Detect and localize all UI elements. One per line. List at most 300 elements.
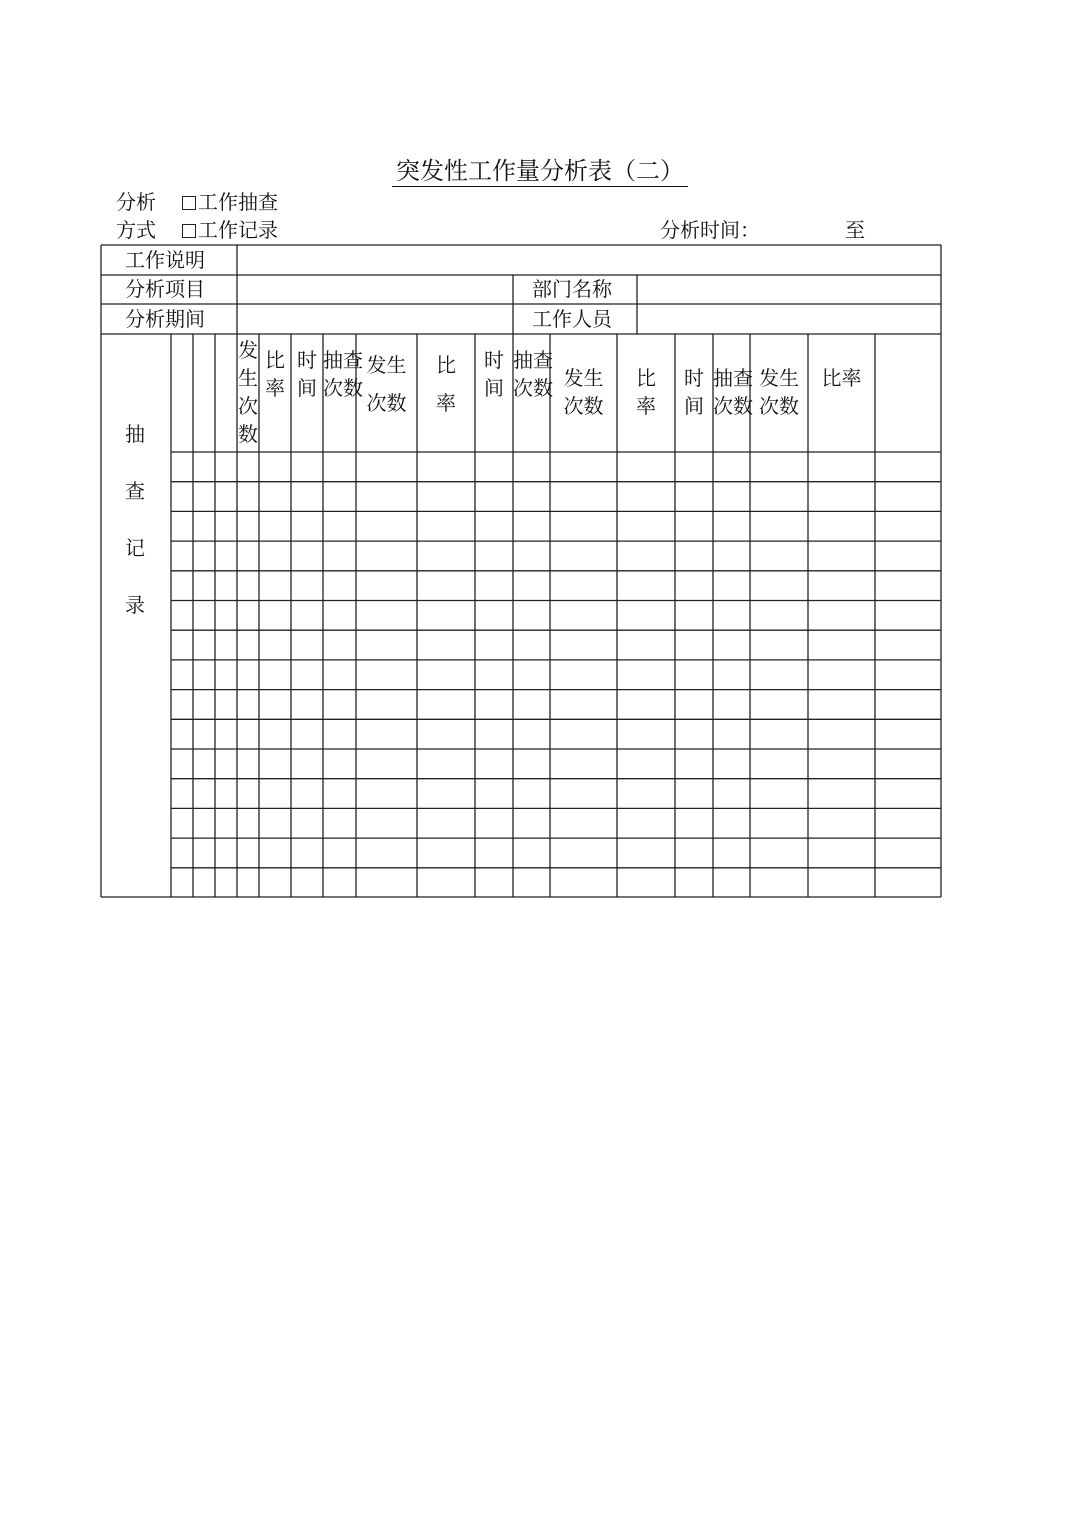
record-cell[interactable] [260,720,290,748]
record-cell[interactable] [714,661,749,689]
record-cell[interactable] [172,750,192,778]
analysis-item-value[interactable] [238,276,512,303]
column-header: 发生 次数 [759,366,799,418]
record-cell[interactable] [476,602,512,630]
record-cell[interactable] [714,750,749,778]
record-cell[interactable] [324,750,355,778]
record-cell[interactable] [476,542,512,570]
record-cell[interactable] [676,750,712,778]
record-cell[interactable] [292,780,322,808]
record-cell[interactable] [260,839,290,867]
record-cell[interactable] [324,631,355,659]
record-cell[interactable] [324,542,355,570]
record-cell[interactable] [751,572,807,600]
record-cell[interactable] [618,750,674,778]
record-cell[interactable] [418,572,474,600]
record-cell[interactable] [418,839,474,867]
record-cell[interactable] [194,869,214,896]
column-header: 比 率 [636,366,656,418]
record-cell[interactable] [751,483,807,511]
record-cell[interactable] [618,780,674,808]
title-text: 突发性工作量分析表（二） [392,157,688,187]
record-cell[interactable] [714,483,749,511]
record-cell[interactable] [876,780,940,808]
record-cell[interactable] [676,512,712,540]
record-cell[interactable] [292,691,322,719]
record-cell[interactable] [476,631,512,659]
record-cell[interactable] [714,720,749,748]
record-cell[interactable] [216,661,236,689]
record-cell[interactable] [809,691,874,719]
record-cell[interactable] [809,809,874,837]
record-cell[interactable] [292,750,322,778]
record-cell[interactable] [876,572,940,600]
record-cell[interactable] [876,631,940,659]
record-cell[interactable] [809,602,874,630]
record-cell[interactable] [676,483,712,511]
record-cell[interactable] [676,631,712,659]
record-cell[interactable] [876,483,940,511]
record-cell[interactable] [618,720,674,748]
record-cell[interactable] [676,453,712,481]
work-desc-value[interactable] [238,246,940,274]
record-cell[interactable] [876,512,940,540]
record-cell[interactable] [676,839,712,867]
record-cell[interactable] [618,809,674,837]
record-cell[interactable] [357,572,416,600]
label-dept-name: 部门名称 [532,277,612,301]
record-cell[interactable] [476,691,512,719]
record-cell[interactable] [172,809,192,837]
record-char-3: 记 [125,536,145,560]
record-cell[interactable] [418,780,474,808]
record-cell[interactable] [238,691,258,719]
record-cell[interactable] [324,602,355,630]
record-cell[interactable] [357,453,416,481]
record-cell[interactable] [324,453,355,481]
record-cell[interactable] [618,839,674,867]
label-analysis-item: 分析项目 [125,277,205,301]
record-cell[interactable] [809,483,874,511]
record-cell[interactable] [514,839,549,867]
record-cell[interactable] [238,780,258,808]
record-cell[interactable] [476,661,512,689]
record-cell[interactable] [714,631,749,659]
record-cell[interactable] [216,839,236,867]
record-cell[interactable] [194,691,214,719]
record-cell[interactable] [676,780,712,808]
record-cell[interactable] [514,809,549,837]
record-cell[interactable] [514,572,549,600]
option-work-check-label: 工作抽查 [198,190,278,214]
record-cell[interactable] [551,691,616,719]
record-cell[interactable] [418,483,474,511]
record-cell[interactable] [551,809,616,837]
record-cell[interactable] [876,869,940,896]
record-cell[interactable] [292,720,322,748]
record-cell[interactable] [714,809,749,837]
record-cell[interactable] [551,720,616,748]
record-cell[interactable] [551,780,616,808]
record-cell[interactable] [714,691,749,719]
record-cell[interactable] [809,780,874,808]
record-cell[interactable] [292,602,322,630]
record-cell[interactable] [292,512,322,540]
record-cell[interactable] [260,512,290,540]
record-cell[interactable] [618,869,674,896]
record-cell[interactable] [714,869,749,896]
record-cell[interactable] [809,572,874,600]
record-cell[interactable] [751,631,807,659]
record-cell[interactable] [172,483,192,511]
record-cell[interactable] [216,691,236,719]
record-cell[interactable] [260,631,290,659]
record-cell[interactable] [418,453,474,481]
record-cell[interactable] [751,780,807,808]
record-cell[interactable] [194,453,214,481]
record-cell[interactable] [172,631,192,659]
record-cell[interactable] [676,602,712,630]
analysis-time-to: 至 [845,218,865,242]
record-cell[interactable] [357,631,416,659]
record-cell[interactable] [809,720,874,748]
record-cell[interactable] [751,720,807,748]
record-cell[interactable] [172,691,192,719]
label-staff: 工作人员 [532,307,612,331]
record-cell[interactable] [194,750,214,778]
record-cell[interactable] [357,661,416,689]
record-cell[interactable] [324,869,355,896]
record-cell[interactable] [418,661,474,689]
record-cell[interactable] [260,809,290,837]
column-header: 时 间 [297,348,317,400]
record-cell[interactable] [876,542,940,570]
record-cell[interactable] [676,691,712,719]
record-cell[interactable] [292,869,322,896]
record-cell[interactable] [238,572,258,600]
record-cell[interactable] [172,661,192,689]
record-cell[interactable] [714,602,749,630]
record-cell[interactable] [809,542,874,570]
record-cell[interactable] [514,750,549,778]
record-cell[interactable] [418,602,474,630]
record-cell[interactable] [324,780,355,808]
record-cell[interactable] [292,453,322,481]
record-cell[interactable] [751,542,807,570]
record-cell[interactable] [194,512,214,540]
column-header: 发 生 次 数 [238,338,258,446]
record-cell[interactable] [172,602,192,630]
analysis-time-label: 分析时间： [660,218,760,242]
record-cell[interactable] [809,453,874,481]
record-cell[interactable] [714,453,749,481]
record-cell[interactable] [514,483,549,511]
record-cell[interactable] [194,720,214,748]
record-cell[interactable] [216,809,236,837]
record-cell[interactable] [260,602,290,630]
column-header: 时 间 [684,366,704,418]
record-cell[interactable] [751,602,807,630]
record-cell[interactable] [751,809,807,837]
record-cell[interactable] [292,661,322,689]
record-cell[interactable] [194,542,214,570]
record-cell[interactable] [714,542,749,570]
record-cell[interactable] [194,572,214,600]
column-header: 比 率 [265,348,285,400]
record-cell[interactable] [357,512,416,540]
record-cell[interactable] [324,572,355,600]
record-cell[interactable] [216,869,236,896]
record-cell[interactable] [357,542,416,570]
record-cell[interactable] [418,631,474,659]
record-cell[interactable] [357,809,416,837]
record-cell[interactable] [876,691,940,719]
record-cell[interactable] [876,809,940,837]
record-cell[interactable] [216,602,236,630]
record-cell[interactable] [514,512,549,540]
column-header: 抽查 次数 [513,348,553,400]
record-cell[interactable] [476,720,512,748]
record-cell[interactable] [676,542,712,570]
record-cell[interactable] [324,839,355,867]
record-cell[interactable] [260,691,290,719]
record-cell[interactable] [514,869,549,896]
record-cell[interactable] [476,839,512,867]
record-cell[interactable] [238,602,258,630]
record-cell[interactable] [476,869,512,896]
option-work-record-label: 工作记录 [198,218,278,242]
record-cell[interactable] [172,780,192,808]
record-cell[interactable] [324,483,355,511]
record-cell[interactable] [260,780,290,808]
record-cell[interactable] [551,572,616,600]
record-cell[interactable] [357,483,416,511]
record-cell[interactable] [809,512,874,540]
record-cell[interactable] [809,631,874,659]
record-cell[interactable] [357,691,416,719]
record-cell[interactable] [418,691,474,719]
record-cell[interactable] [292,839,322,867]
column-header: 抽查 次数 [713,366,753,418]
record-cell[interactable] [618,661,674,689]
record-cell[interactable] [357,720,416,748]
record-cell[interactable] [551,542,616,570]
record-cell[interactable] [216,542,236,570]
label-work-desc: 工作说明 [125,248,205,272]
column-header: 比率 [821,366,862,390]
record-cell[interactable] [238,512,258,540]
record-cell[interactable] [876,661,940,689]
record-cell[interactable] [216,572,236,600]
record-cell[interactable] [476,483,512,511]
record-cell[interactable] [551,512,616,540]
record-cell[interactable] [292,542,322,570]
record-cell[interactable] [418,512,474,540]
record-cell[interactable] [714,839,749,867]
record-cell[interactable] [260,750,290,778]
record-cell[interactable] [551,631,616,659]
record-cell[interactable] [514,780,549,808]
record-cell[interactable] [260,453,290,481]
record-cell[interactable] [618,631,674,659]
record-cell[interactable] [676,869,712,896]
record-cell[interactable] [551,750,616,778]
record-cell[interactable] [357,839,416,867]
record-cell[interactable] [324,661,355,689]
record-cell[interactable] [751,453,807,481]
record-cell[interactable] [714,512,749,540]
record-cell[interactable] [618,572,674,600]
record-cell[interactable] [514,691,549,719]
record-cell[interactable] [260,869,290,896]
record-cell[interactable] [172,839,192,867]
record-cell[interactable] [238,542,258,570]
record-cell[interactable] [216,483,236,511]
record-cell[interactable] [551,453,616,481]
record-cell[interactable] [418,542,474,570]
record-cell[interactable] [676,661,712,689]
record-cell[interactable] [618,602,674,630]
record-cell[interactable] [876,839,940,867]
record-cell[interactable] [238,631,258,659]
column-header: 发生 次数 [563,366,604,418]
record-cell[interactable] [618,453,674,481]
record-cell[interactable] [551,661,616,689]
record-cell[interactable] [514,542,549,570]
record-cell[interactable] [714,780,749,808]
record-cell[interactable] [418,809,474,837]
record-cell[interactable] [514,602,549,630]
record-char-4: 录 [125,593,145,617]
record-cell[interactable] [876,602,940,630]
record-cell[interactable] [238,661,258,689]
dept-name-value[interactable] [638,276,940,303]
record-cell[interactable] [216,720,236,748]
staff-value[interactable] [638,305,940,333]
record-cell[interactable] [676,572,712,600]
record-cell[interactable] [194,631,214,659]
record-cell[interactable] [618,483,674,511]
record-cell[interactable] [876,720,940,748]
record-char-1: 抽 [125,422,145,446]
record-cell[interactable] [751,839,807,867]
record-cell[interactable] [476,780,512,808]
record-cell[interactable] [618,512,674,540]
record-cell[interactable] [357,869,416,896]
record-cell[interactable] [194,839,214,867]
record-cell[interactable] [676,809,712,837]
record-cell[interactable] [676,720,712,748]
record-cell[interactable] [514,453,549,481]
record-cell[interactable] [292,809,322,837]
record-cell[interactable] [476,453,512,481]
record-cell[interactable] [238,809,258,837]
record-cell[interactable] [324,512,355,540]
record-cell[interactable] [876,750,940,778]
record-cell[interactable] [292,631,322,659]
record-cell[interactable] [809,750,874,778]
analysis-period-value[interactable] [238,305,512,333]
record-cell[interactable] [514,720,549,748]
record-cell[interactable] [260,572,290,600]
record-cell[interactable] [357,780,416,808]
record-cell[interactable] [292,483,322,511]
record-cell[interactable] [260,661,290,689]
record-cell[interactable] [476,572,512,600]
record-cell[interactable] [618,542,674,570]
record-cell[interactable] [216,453,236,481]
record-cell[interactable] [238,750,258,778]
record-cell[interactable] [194,602,214,630]
record-cell[interactable] [476,750,512,778]
record-cell[interactable] [194,661,214,689]
record-cell[interactable] [418,869,474,896]
record-cell[interactable] [714,572,749,600]
record-cell[interactable] [172,542,192,570]
record-cell[interactable] [172,869,192,896]
record-cell[interactable] [514,631,549,659]
record-cell[interactable] [418,750,474,778]
record-cell[interactable] [194,780,214,808]
column-header: 比 率 [436,353,456,415]
record-cell[interactable] [751,869,807,896]
record-cell[interactable] [238,483,258,511]
record-cell[interactable] [216,780,236,808]
record-cell[interactable] [551,839,616,867]
record-cell[interactable] [809,661,874,689]
record-cell[interactable] [172,453,192,481]
record-cell[interactable] [238,453,258,481]
record-cell[interactable] [216,631,236,659]
record-cell[interactable] [514,661,549,689]
record-cell[interactable] [809,839,874,867]
record-cell[interactable] [172,720,192,748]
record-cell[interactable] [172,572,192,600]
record-cell[interactable] [194,809,214,837]
record-cell[interactable] [357,750,416,778]
record-cell[interactable] [324,691,355,719]
record-cell[interactable] [418,720,474,748]
record-cell[interactable] [551,602,616,630]
record-cell[interactable] [292,572,322,600]
record-char-2: 查 [125,479,145,503]
record-cell[interactable] [260,542,290,570]
record-cell[interactable] [751,750,807,778]
record-cell[interactable] [172,512,192,540]
record-cell[interactable] [260,483,290,511]
record-cell[interactable] [618,691,674,719]
record-cell[interactable] [551,869,616,896]
record-cell[interactable] [324,809,355,837]
record-cell[interactable] [238,720,258,748]
record-cell[interactable] [876,453,940,481]
record-cell[interactable] [216,512,236,540]
record-cell[interactable] [751,661,807,689]
record-cell[interactable] [551,483,616,511]
record-cell[interactable] [238,839,258,867]
column-header: 抽查 次数 [323,348,363,400]
record-cell[interactable] [751,691,807,719]
record-cell[interactable] [238,869,258,896]
record-cell[interactable] [216,750,236,778]
record-cell[interactable] [809,869,874,896]
record-cell[interactable] [194,483,214,511]
record-cell[interactable] [751,512,807,540]
record-cell[interactable] [476,809,512,837]
record-cell[interactable] [357,602,416,630]
record-cell[interactable] [324,720,355,748]
record-cell[interactable] [476,512,512,540]
